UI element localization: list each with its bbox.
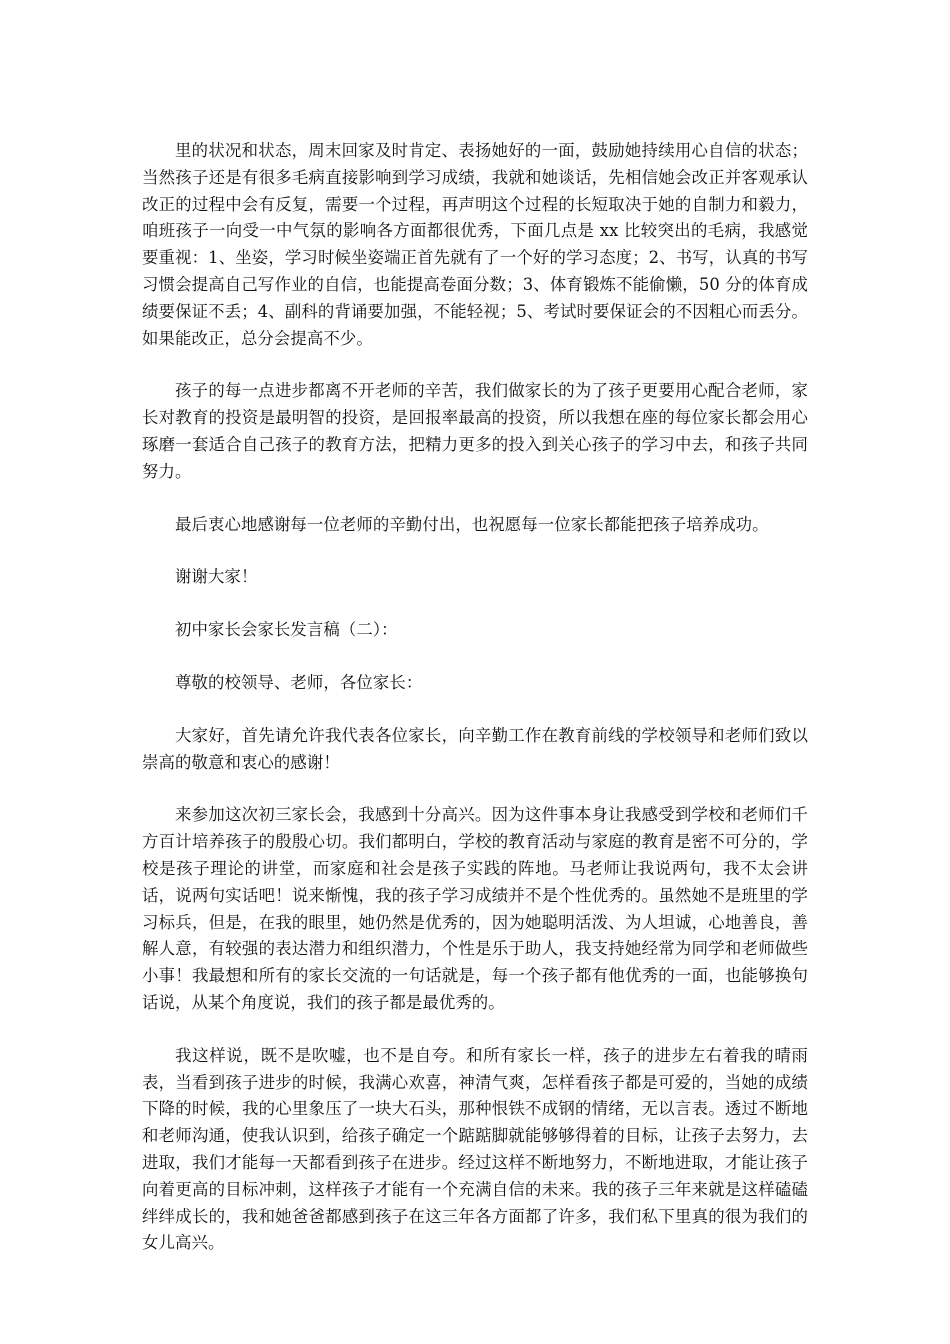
thank-you-line: 谢谢大家！ xyxy=(175,567,258,587)
document-page xyxy=(142,138,808,1257)
body-paragraph: 孩子的每一点进步都离不开老师的辛苦，我们做家长的为了孩子更要用心配合老师，家长对教育的投资是最明智的投资，是回报率最高的投资，所以我想在座的每位家长都会用心琢磨一套适合自己孩子的教育方法，把精力更多的投入到关心孩子的学习中去，和孩子共同努力。 xyxy=(142,381,808,481)
body-paragraph: 大家好，首先请允许我代表各位家长，向辛勤工作在教育前线的学校领导和老师们致以崇高的敬意和衷心的感谢！ xyxy=(142,725,808,772)
body-paragraph: 里的状况和状态，周末回家及时肯定、表扬她好的一面，鼓励她持续用心自信的状态；当然孩子还是有很多毛病直接影响到学习成绩，我就和她谈话，先相信她会改正并客观承认改正的过程中会有反复，需要一个过程，再声明这个过程的长短取决于她的自制力和毅力，咱班孩子一向受一中气氛的影响各方面都很优秀，下面几点是 xx 比较突出的毛病，我感觉要重视：1、坐姿，学习时候坐姿端正首先就有了一个好的学习态度；2、书写，认真的书写习惯会提高自己写作业的自信，也能提高卷面分数；3、体育锻炼不能偷懒，50 分的体育成绩要保证不丢；4、副科的背诵要加强，不能轻视；5、考试时要保证会的不因粗心而丢分。如果能改正，总分会提高不少。 xyxy=(142,141,808,348)
section-heading: 初中家长会家长发言稿（二）： xyxy=(175,620,398,640)
salutation: 尊敬的校领导、老师，各位家长： xyxy=(175,672,423,692)
body-paragraph: 我这样说，既不是吹嘘，也不是自夸。和所有家长一样，孩子的进步左右着我的晴雨表，当看到孩子进步的时候，我满心欢喜，神清气爽，怎样看孩子都是可爱的，当她的成绩下降的时候，我的心里象压了一块大石头，那种恨铁不成钢的情绪，无以言表。透过不断地和老师沟通，使我认识到，给孩子确定一个踮踮脚就能够够得着的目标，让孩子去努力，去进取，我们才能每一天都看到孩子在进步。经过这样不断地努力，不断地进取，才能让孩子向着更高的目标冲刺，这样孩子才能有一个充满自信的未来。我的孩子三年来就是这样磕磕绊绊成长的，我和她爸爸都感到孩子在这三年各方面都了许多，我们私下里真的很为我们的女儿高兴。 xyxy=(142,1045,808,1253)
body-paragraph: 来参加这次初三家长会，我感到十分高兴。因为这件事本身让我感受到学校和老师们千方百计培养孩子的殷殷心切。我们都明白，学校的教育活动与家庭的教育是密不可分的，学校是孩子理论的讲堂，而家庭和社会是孩子实践的阵地。马老师让我说两句，我不太会讲话，说两句实话吧！说来惭愧，我的孩子学习成绩并不是个性优秀的。虽然她不是班里的学习标兵，但是，在我的眼里，她仍然是优秀的，因为她聪明活泼、为人坦诚，心地善良，善解人意，有较强的表达潜力和组织潜力，个性是乐于助人，我支持她经常为同学和老师做些小事！我最想和所有的家长交流的一句话就是，每一个孩子都有他优秀的一面，也能够换句话说，从某个角度说，我们的孩子都是最优秀的。 xyxy=(142,805,808,1012)
closing-thanks-paragraph: 最后衷心地感谢每一位老师的辛勤付出，也祝愿每一位家长都能把孩子培养成功。 xyxy=(175,514,769,534)
